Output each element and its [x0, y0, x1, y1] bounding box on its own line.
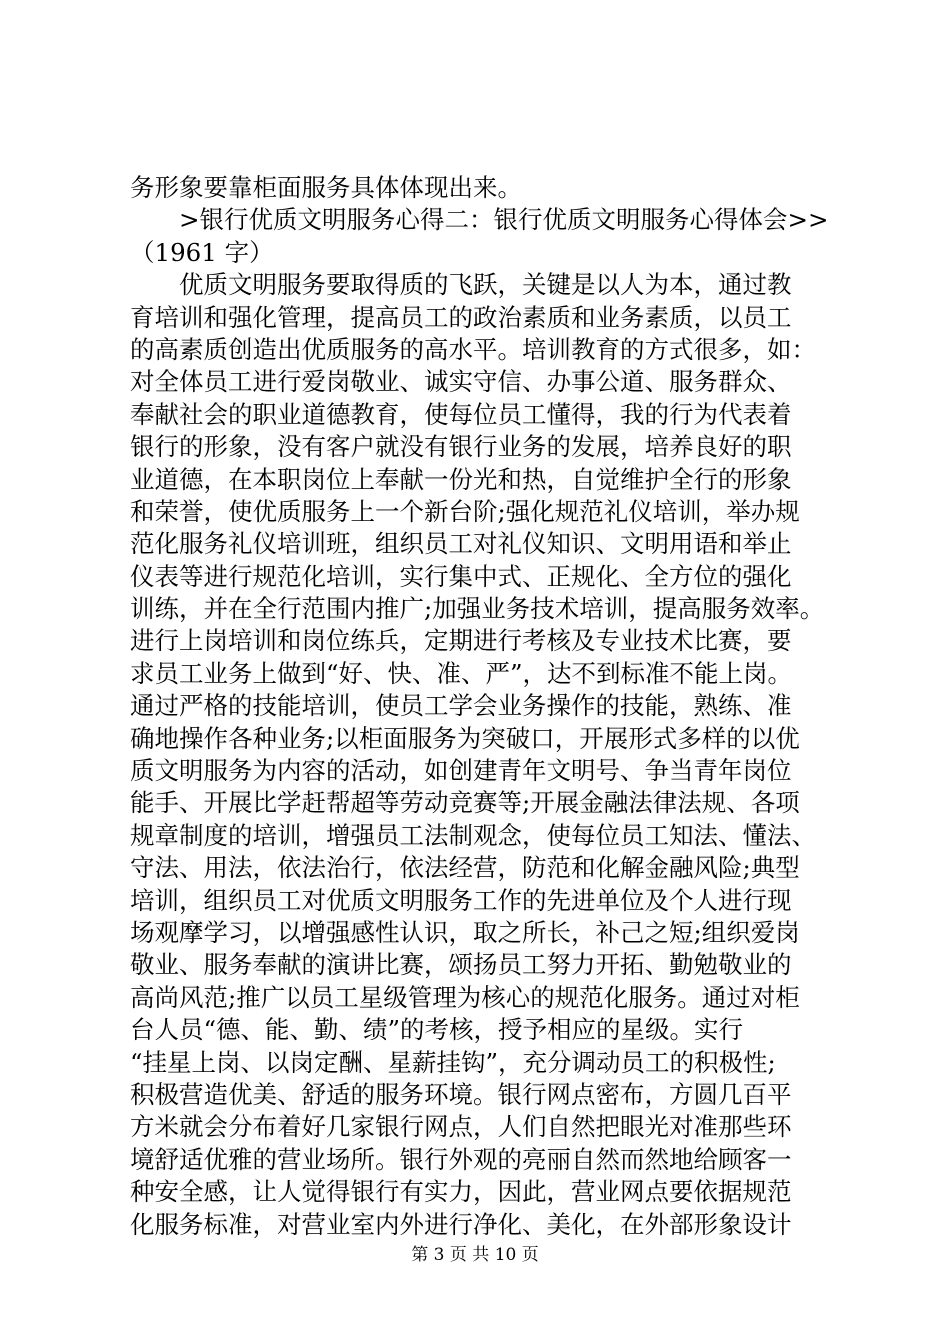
text-line: 敬业、服务奉献的演讲比赛，颂扬员工努力开拓、勤勉敬业的	[130, 950, 792, 980]
text-line: 化服务标准，对营业室内外进行净化、美化，在外部形象设计	[130, 1209, 792, 1239]
text-line: 务形象要靠柜面服务具体体现出来。	[130, 173, 522, 202]
text-line: 仪表等进行规范化培训，实行集中式、正规化、全方位的强化	[130, 561, 792, 591]
text-line: 和荣誉，使优质服务上一个新台阶;强化规范礼仪培训，举办规	[130, 496, 800, 526]
text-line: 银行的形象，没有客户就没有银行业务的发展，培养良好的职	[130, 432, 792, 462]
text-line: 境舒适优雅的营业场所。银行外观的亮丽自然而然地给顾客一	[130, 1144, 792, 1174]
page-footer: 第 3 页 共 10 页	[411, 1245, 539, 1265]
text-line: 求员工业务上做到“好、快、准、严”，达不到标准不能上岗。	[130, 658, 793, 688]
text-line: >银行优质文明服务心得二：银行优质文明服务心得体会>>	[179, 205, 829, 235]
text-line: 育培训和强化管理，提高员工的政治素质和业务素质，以员工	[130, 302, 792, 332]
body-text	[130, 172, 830, 1241]
text-line: 业道德，在本职岗位上奉献一份光和热，自觉维护全行的形象	[130, 464, 792, 494]
text-line: 积极营造优美、舒适的服务环境。银行网点密布，方圆几百平	[130, 1079, 792, 1109]
text-line: 训练，并在全行范围内推广;加强业务技术培训，提高服务效率。	[130, 594, 825, 624]
text-line: 确地操作各种业务;以柜面服务为突破口，开展形式多样的以优	[130, 723, 800, 753]
text-line: 范化服务礼仪培训班，组织员工对礼仪知识、文明用语和举止	[130, 529, 792, 559]
text-line: 进行上岗培训和岗位练兵，定期进行考核及专业技术比赛，要	[130, 626, 792, 656]
text-line: 台人员“德、能、勤、绩”的考核，授予相应的星级。实行	[130, 1015, 744, 1045]
text-line: 质文明服务为内容的活动，如创建青年文明号、争当青年岗位	[130, 756, 792, 786]
text-line: （1961 字）	[130, 237, 274, 267]
text-line: 场观摩学习，以增强感性认识，取之所长，补己之短;组织爱岗	[130, 917, 800, 947]
text-line: 高尚风范;推广以员工星级管理为核心的规范化服务。通过对柜	[130, 982, 800, 1012]
text-line: 守法、用法，依法治行，依法经营，防范和化解金融风险;典型	[130, 853, 800, 883]
text-line: 对全体员工进行爱岗敬业、诚实守信、办事公道、服务群众、	[130, 367, 792, 397]
text-line: 规章制度的培训，增强员工法制观念，使每位员工知法、懂法、	[130, 820, 816, 850]
text-line: 奉献社会的职业道德教育，使每位员工懂得，我的行为代表着	[130, 399, 792, 429]
text-line: 能手、开展比学赶帮超等劳动竞赛等;开展金融法律法规、各项	[130, 788, 800, 818]
text-line: 通过严格的技能培训，使员工学会业务操作的技能，熟练、准	[130, 691, 792, 721]
text-line: “挂星上岗、以岗定酬、星薪挂钩”，充分调动员工的积极性;	[130, 1047, 776, 1077]
text-line: 种安全感，让人觉得银行有实力，因此，营业网点要依据规范	[130, 1177, 792, 1207]
text-line: 方米就会分布着好几家银行网点，人们自然把眼光对准那些环	[130, 1112, 792, 1142]
text-line: 培训，组织员工对优质文明服务工作的先进单位及个人进行现	[130, 885, 792, 915]
text-line: 的高素质创造出优质服务的高水平。培训教育的方式很多，如：	[130, 334, 816, 364]
text-line: 优质文明服务要取得质的飞跃，关键是以人为本，通过教	[179, 270, 792, 300]
